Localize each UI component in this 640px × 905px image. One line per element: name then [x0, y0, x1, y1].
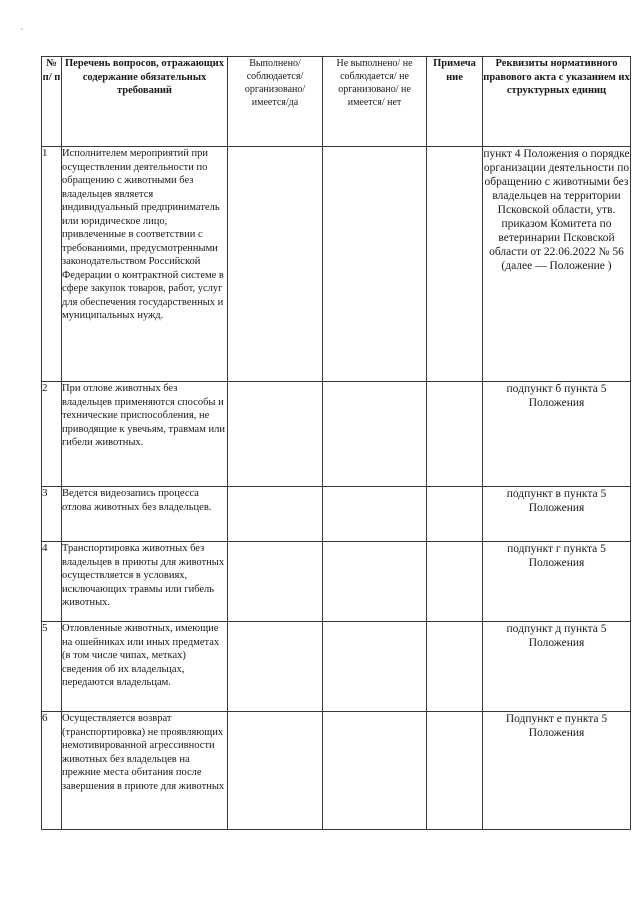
row-number: 4 [42, 542, 62, 622]
cell-not-done[interactable] [323, 622, 427, 712]
row-question: При отлове животных без владельцев применяются способы и технические приспособления, не приводящие к увечьям, травмам или гибели животных. [62, 382, 228, 487]
cell-note[interactable] [427, 487, 483, 542]
cell-note[interactable] [427, 622, 483, 712]
header-not-done: Не выполнено/ не соблюдается/ не организовано/ не имеется/ нет [323, 57, 427, 147]
row-question: Исполнителем мероприятий при осуществлении деятельности по обращению с животными без владельцев является индивидуальный предприниматель или юридическое лицо, привлеченные в соответствии с требованиями, предусмотренными законодательством Российской Федерации о контрактной системе в сфере закупок товаров, работ, услуг для обеспечения государственных и муниципальных нужд. [62, 147, 228, 382]
row-number: 2 [42, 382, 62, 487]
header-questions: Перечень вопросов, отражающих содержание обязательных требований [62, 57, 228, 147]
row-question: Отловленные животных, имеющие на ошейниках или иных предметах (в том числе чипах, метках) сведения об их владельцах, передаются владельцам. [62, 622, 228, 712]
header-note: Примеча ние [427, 57, 483, 147]
cell-not-done[interactable] [323, 542, 427, 622]
cell-done[interactable] [228, 487, 323, 542]
cell-done[interactable] [228, 622, 323, 712]
row-question: Транспортировка животных без владельцев в приюты для животных осуществляется в условиях, исключающих травмы или гибель животных. [62, 542, 228, 622]
row-number: 5 [42, 622, 62, 712]
row-number: 3 [42, 487, 62, 542]
cell-done[interactable] [228, 147, 323, 382]
cell-done[interactable] [228, 712, 323, 830]
table-header-row [42, 57, 631, 147]
cell-not-done[interactable] [323, 382, 427, 487]
table-row [42, 622, 631, 712]
table-row [42, 147, 631, 382]
row-reference: Подпункт е пункта 5 Положения [483, 712, 631, 830]
cell-done[interactable] [228, 382, 323, 487]
cell-note[interactable] [427, 147, 483, 382]
cell-not-done[interactable] [323, 147, 427, 382]
checklist-table [41, 56, 631, 830]
cell-done[interactable] [228, 542, 323, 622]
cell-not-done[interactable] [323, 487, 427, 542]
table-row [42, 382, 631, 487]
header-done: Выполнено/ соблюдается/ организовано/ имеется/да [228, 57, 323, 147]
row-reference: подпункт б пункта 5 Положения [483, 382, 631, 487]
scan-speck [21, 28, 23, 30]
row-reference: подпункт г пункта 5 Положения [483, 542, 631, 622]
header-number: № п/ п [42, 57, 62, 147]
table-row [42, 487, 631, 542]
row-question: Осуществляется возврат (транспортировка) не проявляющих немотивированной агрессивности животных без владельцев на прежние места обитания после завершения в приюте для животных [62, 712, 228, 830]
cell-note[interactable] [427, 382, 483, 487]
row-reference: пункт 4 Положения о порядке организации деятельности по обращению с животными без владельцев на территории Псковской области, утв. приказом Комитета по ветеринарии Псковской области от 22.06.2022 № 56 (далее — Положение ) [483, 147, 631, 382]
table-row [42, 712, 631, 830]
cell-not-done[interactable] [323, 712, 427, 830]
row-number: 1 [42, 147, 62, 382]
row-number: 6 [42, 712, 62, 830]
table-row [42, 542, 631, 622]
header-requisites: Реквизиты нормативного правового акта с указанием их структурных единиц [483, 57, 631, 147]
cell-note[interactable] [427, 542, 483, 622]
row-reference: подпункт в пункта 5 Положения [483, 487, 631, 542]
row-question: Ведется видеозапись процесса отлова животных без владельцев. [62, 487, 228, 542]
row-reference: подпункт д пункта 5 Положения [483, 622, 631, 712]
cell-note[interactable] [427, 712, 483, 830]
